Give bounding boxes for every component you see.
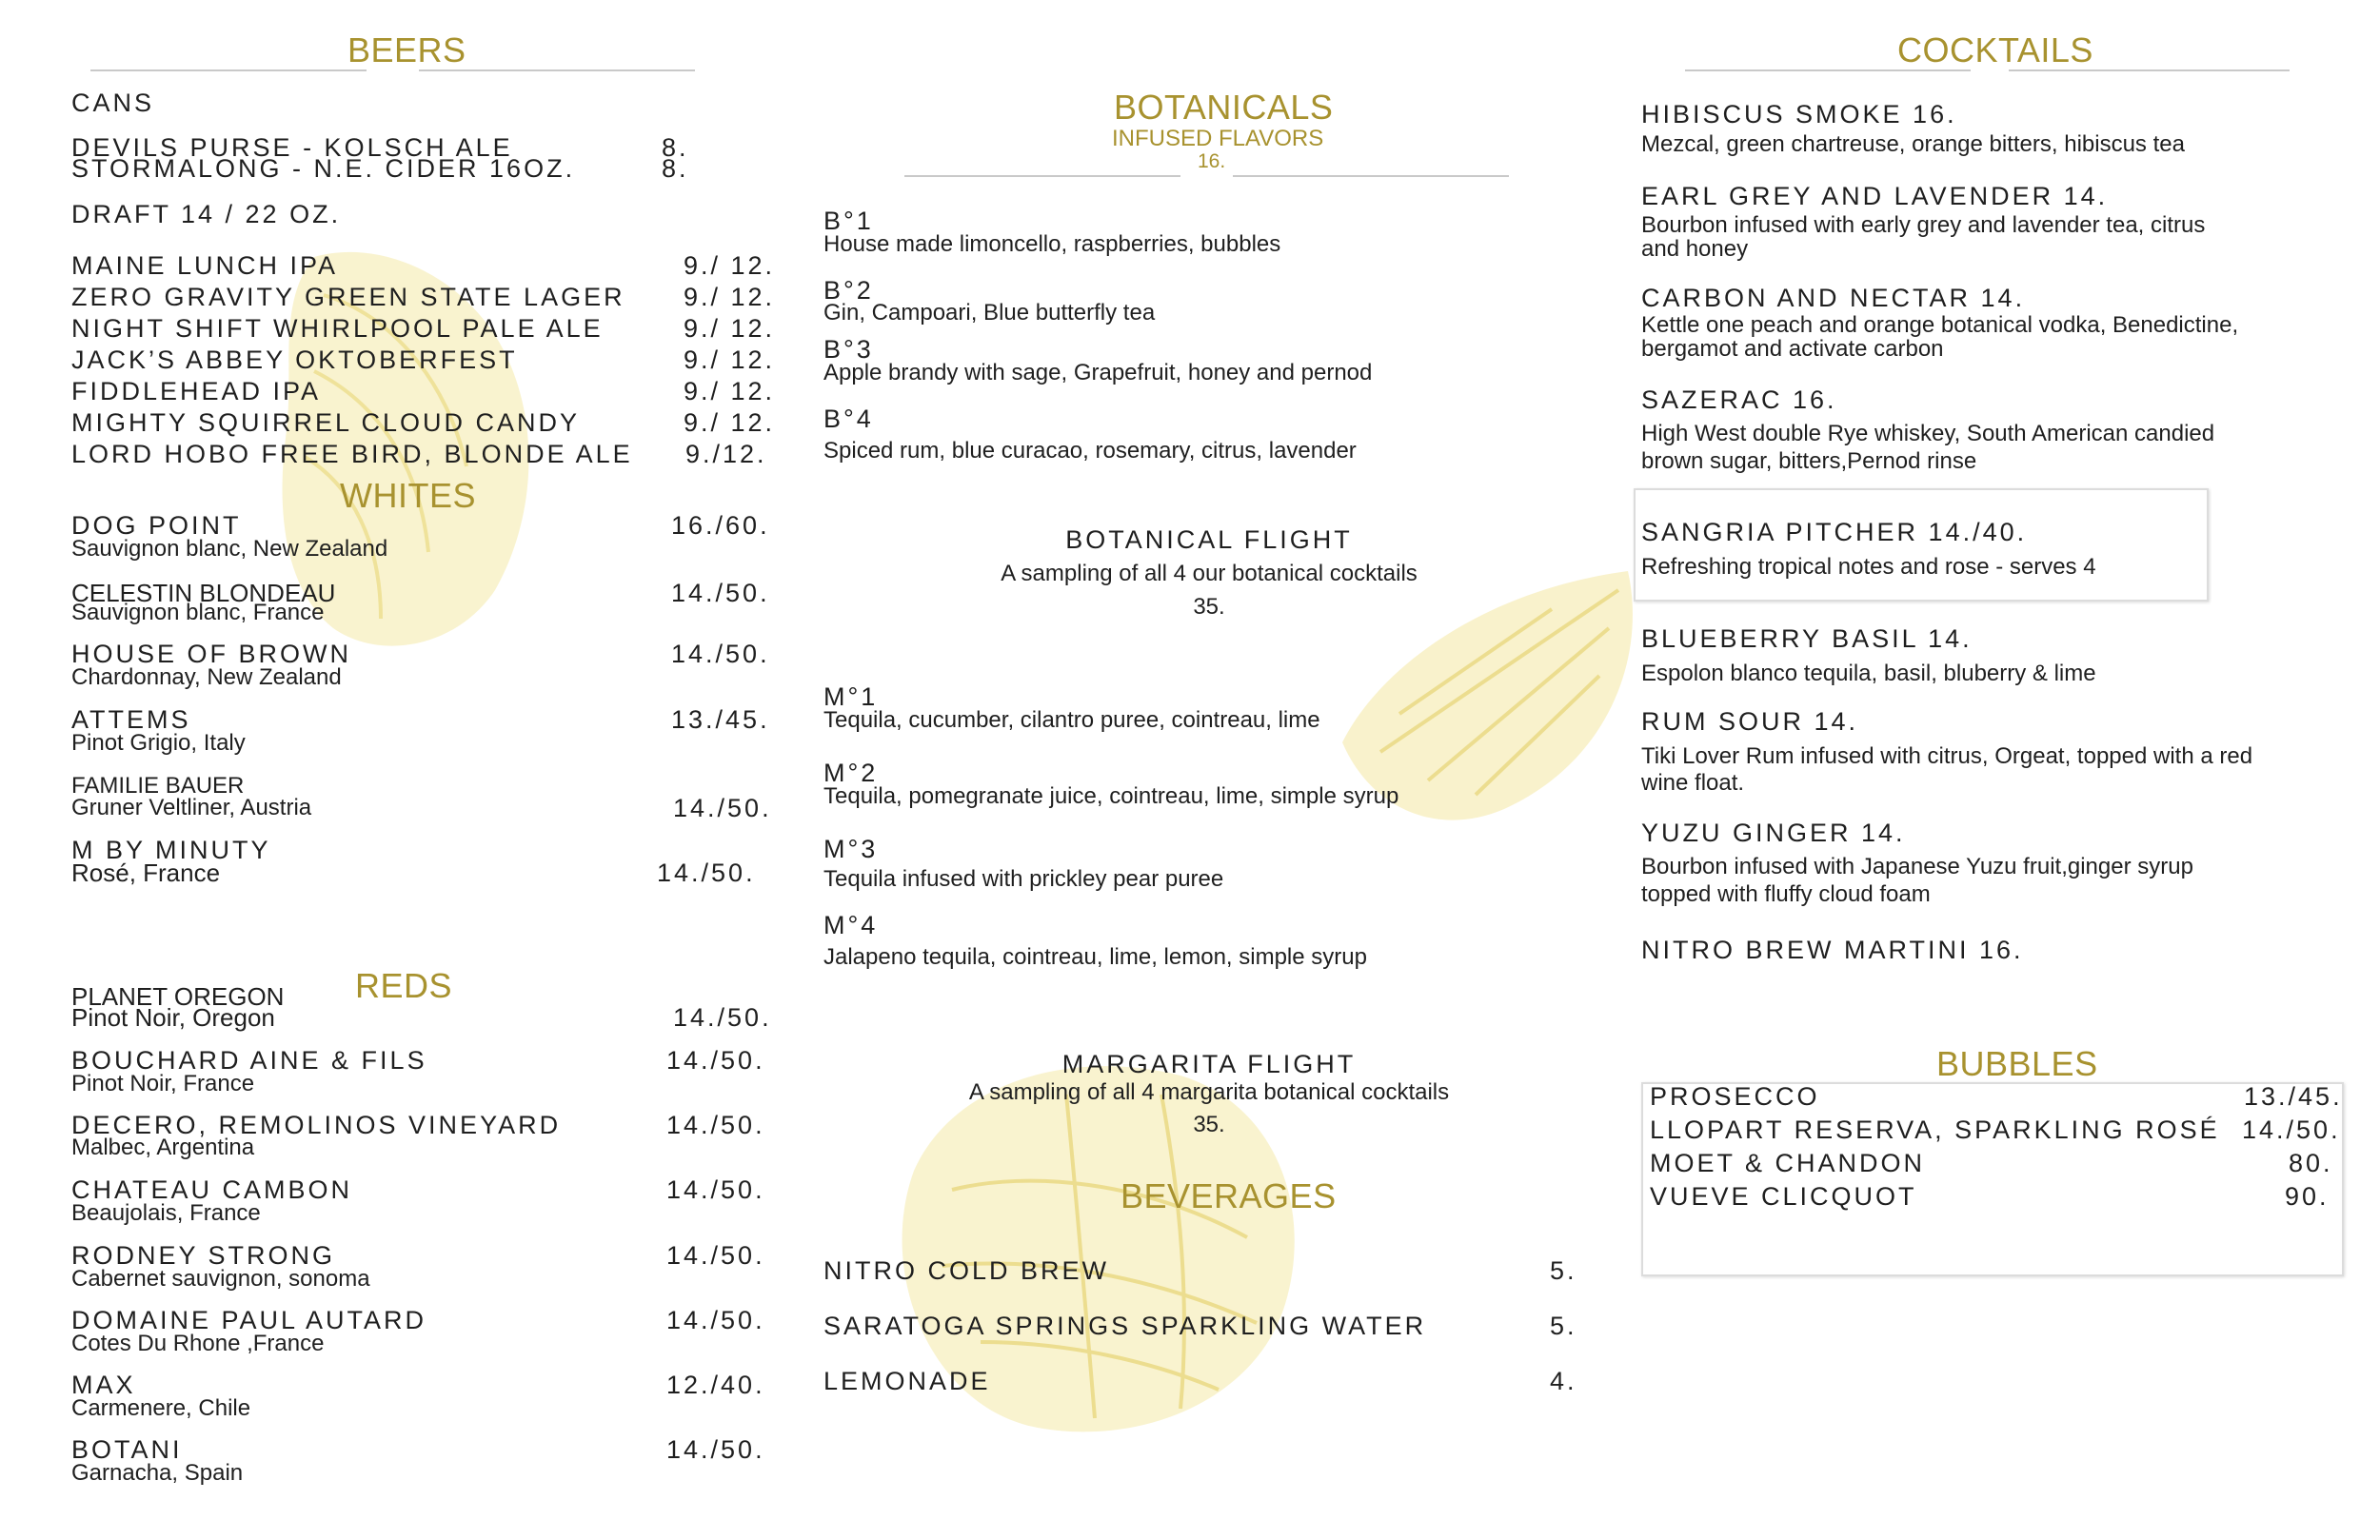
draft-label: DRAFT 14 / 22 OZ. xyxy=(71,200,342,228)
draft-price: 9./ 12. xyxy=(684,283,776,311)
white-name: ATTEMS xyxy=(71,705,191,734)
beverage-name: LEMONADE xyxy=(823,1367,991,1395)
botanical-desc: House made limoncello, raspberries, bubbles xyxy=(823,231,1281,257)
red-desc: Garnacha, Spain xyxy=(71,1460,244,1486)
white-price: 14./50. xyxy=(657,859,756,887)
botanical-flight-desc: A sampling of all 4 our botanical cocktails xyxy=(1001,561,1418,586)
cocktail-desc: Mezcal, green chartreuse, orange bitters, hibiscus tea xyxy=(1641,131,2185,157)
beers-title: BEERS xyxy=(347,30,466,69)
red-name: CHATEAU CAMBON xyxy=(71,1175,353,1204)
reds-title: REDS xyxy=(355,966,453,1005)
red-price: 12./40. xyxy=(666,1371,765,1399)
bubble-price: 90. xyxy=(2285,1182,2330,1211)
can-price: 8. xyxy=(662,133,689,162)
botanicals-price: 16. xyxy=(1198,150,1226,172)
white-desc: Sauvignon blanc, France xyxy=(71,600,325,625)
cans-label: CANS xyxy=(71,89,155,117)
cocktail-name: RUM SOUR 14. xyxy=(1641,707,1859,736)
cocktail-desc-line2: and honey xyxy=(1641,236,1749,262)
botanicals-title: BOTANICALS xyxy=(1114,88,1334,127)
whites-title: WHITES xyxy=(340,476,476,515)
red-desc: Cabernet sauvignon, sonoma xyxy=(71,1266,370,1292)
draft-price: 9./ 12. xyxy=(684,251,776,280)
draft-name: MIGHTY SQUIRREL CLOUD CANDY xyxy=(71,408,581,437)
cocktail-desc-line2: bergamot and activate carbon xyxy=(1641,336,1944,362)
bubble-name: MOET & CHANDON xyxy=(1650,1149,1926,1177)
botanical-desc: Gin, Campoari, Blue butterfly tea xyxy=(823,300,1156,326)
bubble-name: LLOPART RESERVA, SPARKLING ROSÉ xyxy=(1650,1116,2220,1144)
margarita-name: M°3 xyxy=(823,835,879,863)
white-desc: Pinot Grigio, Italy xyxy=(71,730,246,756)
cocktail-name: NITRO BREW MARTINI 16. xyxy=(1641,936,2024,964)
margarita-desc: Tequila infused with prickley pear puree xyxy=(823,866,1224,892)
cocktail-desc: High West double Rye whiskey, South American candied xyxy=(1641,421,2215,446)
botanical-name: B°2 xyxy=(823,276,874,305)
cocktail-desc-line2: brown sugar, bitters,Pernod rinse xyxy=(1641,448,1977,474)
white-price: 13./45. xyxy=(671,705,770,734)
red-desc: Beaujolais, France xyxy=(71,1200,261,1226)
cocktail-desc: Bourbon infused with early grey and lavender tea, citrus xyxy=(1641,212,2206,238)
botanical-flight-price: 35. xyxy=(1193,594,1225,620)
cocktail-name: YUZU GINGER 14. xyxy=(1641,819,1906,847)
beverage-price: 4. xyxy=(1550,1367,1577,1395)
botanicals-subtitle: INFUSED FLAVORS xyxy=(1112,126,1324,151)
botanical-name: B°3 xyxy=(823,335,874,364)
cocktails-title: COCKTAILS xyxy=(1897,30,2093,69)
red-price: 14./50. xyxy=(666,1175,765,1204)
botanical-name: B°1 xyxy=(823,207,874,235)
cocktail-desc-line2: wine float. xyxy=(1641,770,1745,796)
cocktail-desc: Refreshing tropical notes and rose - serves 4 xyxy=(1641,554,2096,580)
can-name: DEVILS PURSE - KOLSCH ALE xyxy=(71,133,513,162)
margarita-name: M°1 xyxy=(823,682,879,711)
draft-name: ZERO GRAVITY GREEN STATE LAGER xyxy=(71,283,625,311)
cocktail-desc: Bourbon infused with Japanese Yuzu fruit,ginger syrup xyxy=(1641,854,2193,879)
red-desc: Malbec, Argentina xyxy=(71,1135,255,1160)
red-name: DOMAINE PAUL AUTARD xyxy=(71,1306,427,1334)
white-price: 14./50. xyxy=(673,794,772,822)
white-desc: Gruner Veltliner, Austria xyxy=(71,795,312,820)
margarita-flight-desc: A sampling of all 4 margarita botanical cocktails xyxy=(968,1079,1450,1105)
draft-name: LORD HOBO FREE BIRD, BLONDE ALE xyxy=(71,440,633,468)
red-price: 14./50. xyxy=(666,1306,765,1334)
red-name: PLANET OREGON xyxy=(71,982,285,1011)
cocktail-desc-line2: topped with fluffy cloud foam xyxy=(1641,881,1931,907)
white-name: M BY MINUTY xyxy=(71,836,271,864)
bubbles-title: BUBBLES xyxy=(1936,1044,2098,1083)
cocktail-desc: Kettle one peach and orange botanical vodka, Benedictine, xyxy=(1641,312,2239,338)
red-price: 14./50. xyxy=(666,1435,765,1464)
white-price: 14./50. xyxy=(671,640,770,668)
red-name: BOUCHARD AINE & FILS xyxy=(71,1046,427,1075)
margarita-name: M°4 xyxy=(823,911,879,939)
red-name: BOTANI xyxy=(71,1435,183,1464)
cocktail-name: SANGRIA PITCHER 14./40. xyxy=(1641,518,2028,546)
red-price: 14./50. xyxy=(673,1003,772,1032)
red-desc: Pinot Noir, France xyxy=(71,1071,255,1096)
white-name: CELESTIN BLONDEAU xyxy=(71,579,336,607)
botanical-name: B°4 xyxy=(823,405,874,433)
bubble-price: 14./50. xyxy=(2242,1116,2341,1144)
cocktail-desc: Espolon blanco tequila, basil, bluberry & lime xyxy=(1641,661,2096,686)
draft-name: JACK’S ABBEY OKTOBERFEST xyxy=(71,346,518,374)
red-name: MAX xyxy=(71,1371,136,1399)
draft-name: FIDDLEHEAD IPA xyxy=(71,377,322,405)
botanical-desc: Spiced rum, blue curacao, rosemary, citrus, lavender xyxy=(823,438,1357,464)
margarita-desc: Jalapeno tequila, cointreau, lime, lemon, simple syrup xyxy=(823,944,1367,970)
cocktail-name: SAZERAC 16. xyxy=(1641,385,1837,414)
cocktail-name: EARL GREY AND LAVENDER 14. xyxy=(1641,182,2109,210)
can-price: 8. xyxy=(662,154,689,183)
draft-price: 9./ 12. xyxy=(684,314,776,343)
draft-name: NIGHT SHIFT WHIRLPOOL PALE ALE xyxy=(71,314,604,343)
white-name: HOUSE OF BROWN xyxy=(71,640,352,668)
white-desc: Sauvignon blanc, New Zealand xyxy=(71,536,388,562)
draft-price: 9./ 12. xyxy=(684,408,776,437)
margarita-flight-title: MARGARITA FLIGHT xyxy=(1061,1050,1357,1078)
white-price: 16./60. xyxy=(671,511,770,540)
draft-price: 9./ 12. xyxy=(684,377,776,405)
beverage-price: 5. xyxy=(1550,1256,1577,1285)
red-price: 14./50. xyxy=(666,1241,765,1270)
red-price: 14./50. xyxy=(666,1046,765,1075)
margarita-desc: Tequila, pomegranate juice, cointreau, lime, simple syrup xyxy=(823,783,1399,809)
margarita-flight-price: 35. xyxy=(1193,1112,1225,1137)
cocktail-desc: Tiki Lover Rum infused with citrus, Orgeat, topped with a red xyxy=(1641,743,2253,769)
red-name: RODNEY STRONG xyxy=(71,1241,336,1270)
white-price: 14./50. xyxy=(671,579,770,607)
draft-name: MAINE LUNCH IPA xyxy=(71,251,339,280)
cocktail-name: BLUEBERRY BASIL 14. xyxy=(1641,624,1973,653)
bubble-price: 13./45. xyxy=(2244,1082,2343,1111)
white-desc: Rosé, France xyxy=(71,859,221,887)
cocktail-name: HIBISCUS SMOKE 16. xyxy=(1641,100,1957,128)
white-name: DOG POINT xyxy=(71,511,242,540)
red-name: DECERO, REMOLINOS VINEYARD xyxy=(71,1111,562,1139)
red-desc: Pinot Noir, Oregon xyxy=(71,1003,275,1032)
bubble-name: VUEVE CLICQUOT xyxy=(1650,1182,1917,1211)
beverage-price: 5. xyxy=(1550,1312,1577,1340)
botanicals-rule-right xyxy=(1233,175,1509,177)
red-desc: Cotes Du Rhone ,France xyxy=(71,1331,325,1356)
margarita-name: M°2 xyxy=(823,759,879,787)
botanicals-rule-left xyxy=(904,175,1180,177)
beverages-title: BEVERAGES xyxy=(1121,1176,1337,1215)
red-desc: Carmenere, Chile xyxy=(71,1395,251,1421)
bubble-price: 80. xyxy=(2289,1149,2333,1177)
white-name: FAMILIE BAUER xyxy=(71,773,245,799)
red-price: 14./50. xyxy=(666,1111,765,1139)
white-desc: Chardonnay, New Zealand xyxy=(71,664,342,690)
draft-price: 9./12. xyxy=(685,440,767,468)
draft-price: 9./ 12. xyxy=(684,346,776,374)
beers-rule-left xyxy=(90,69,367,71)
bubble-name: PROSECCO xyxy=(1650,1082,1820,1111)
margarita-desc: Tequila, cucumber, cilantro puree, cointreau, lime xyxy=(823,707,1320,733)
can-name: STORMALONG - N.E. CIDER 16OZ. xyxy=(71,154,576,183)
beverage-name: SARATOGA SPRINGS SPARKLING WATER xyxy=(823,1312,1427,1340)
botanical-flight-title: BOTANICAL FLIGHT xyxy=(1065,525,1353,554)
cocktail-name: CARBON AND NECTAR 14. xyxy=(1641,284,2026,312)
botanical-desc: Apple brandy with sage, Grapefruit, honey and pernod xyxy=(823,360,1373,385)
beverage-name: NITRO COLD BREW xyxy=(823,1256,1110,1285)
